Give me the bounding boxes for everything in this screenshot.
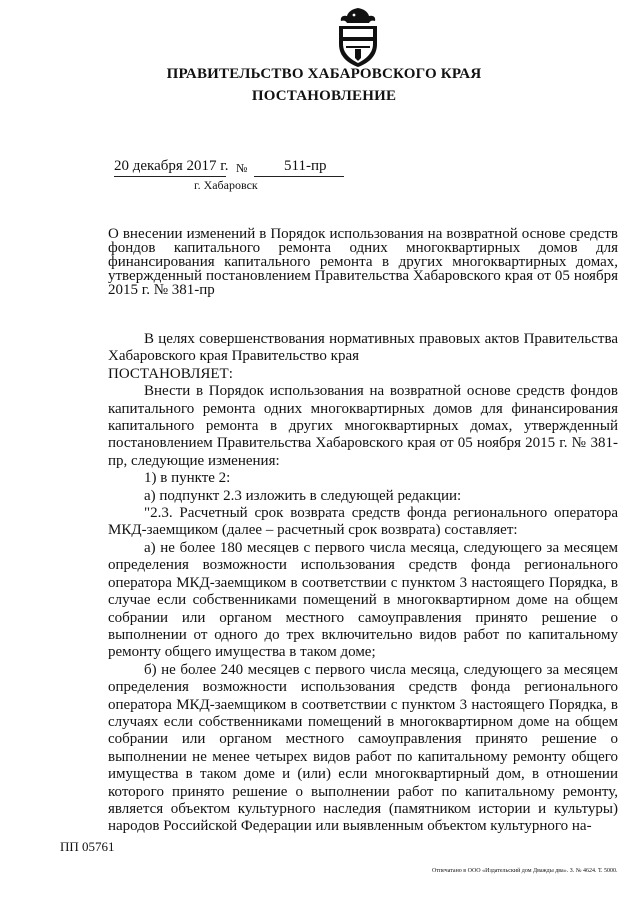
- date-number-line: [114, 158, 327, 175]
- body-paragraph-2: 1) в пункте 2:: [144, 470, 231, 487]
- document-subject: О внесении изменений в Порядок использования на возвратной основе средств фондов капитального ремонта одних многоквартирных домов для финансирования капитального ремонта в других многоквартирных домах, утвержденный постановлением Правительства Хабаровского края от 05 ноября 2015 г. № 381-пр: [108, 226, 618, 298]
- document-body: [108, 331, 618, 836]
- issue-city: г. Хабаровск: [194, 178, 258, 192]
- date-underline: [114, 176, 226, 177]
- body-paragraph-1: Внести в Порядок использования на возвратной основе средств фондов капитального ремонта одних многоквартирных домов для финансирования капитального ремонта в других многоквартирных домах, утвержденный постановлением Правительства Хабаровского края от 05 ноября 2015 г. № 381-пр, следующие изменения:: [108, 383, 618, 469]
- document-code: ПП 05761: [60, 839, 115, 854]
- body-paragraph-4: "2.3. Расчетный срок возврата средств фонда регионального оператора МКД-заемщиком (далее – расчетный срок возврата) составляет:: [108, 505, 618, 539]
- body-paragraph-5: а) не более 180 месяцев с первого числа месяца, следующего за месяцем определения возможности использования средств фонда регионального оператора МКД-заемщиком в соответствии с пунктом 3 настоящего Порядка, в случае если собственниками помещений в многоквартирном доме на общем собрании или органом местного самоуправления принято решение о выполнении от одного до трех включительно видов работ по капитальному ремонту общего имущества в таком доме;: [108, 539, 618, 661]
- intro-paragraph: В целях совершенствования нормативных правовых актов Правительства Хабаровского края Правительство края: [108, 331, 618, 365]
- body-paragraph-3: а) подпункт 2.3 изложить в следующей редакции:: [144, 487, 462, 504]
- body-paragraph-6: б) не более 240 месяцев с первого числа месяца, следующего за месяцем определения возможности использования средств фонда регионального оператора МКД-заемщиком в соответствии с пунктом 3 настоящего Порядка, в случаях если собственниками помещений в многоквартирном доме на общем собрании или органом местного самоуправления принято решение о выполнении не менее четырех видов работ по капитальному ремонту общего имущества в таком доме и (или) если многоквартирный дом, в отношении которого принято решение о выполнении работ по капитальному ремонту, является объектом культурного наследия (памятником истории и культуры) народов Российской Федерации или выявленным объектом культурного на-: [108, 661, 618, 835]
- number-sign: №: [236, 161, 248, 175]
- number-underline: [254, 176, 344, 177]
- khabarovsk-coat-of-arms-icon: [331, 6, 385, 68]
- document-type: ПОСТАНОВЛЕНИЕ: [251, 88, 397, 104]
- document-number: 511-пр: [284, 158, 327, 174]
- resolves-heading: ПОСТАНОВЛЯЕТ:: [108, 365, 233, 382]
- issuing-authority: ПРАВИТЕЛЬСТВО ХАБАРОВСКОГО КРАЯ: [166, 66, 482, 82]
- document-date: 20 декабря 2017 г.: [114, 158, 229, 174]
- print-credit: Отпечатано в ООО «Издательский дом Дважды два». З. № 4624. Т. 5000.: [432, 868, 618, 874]
